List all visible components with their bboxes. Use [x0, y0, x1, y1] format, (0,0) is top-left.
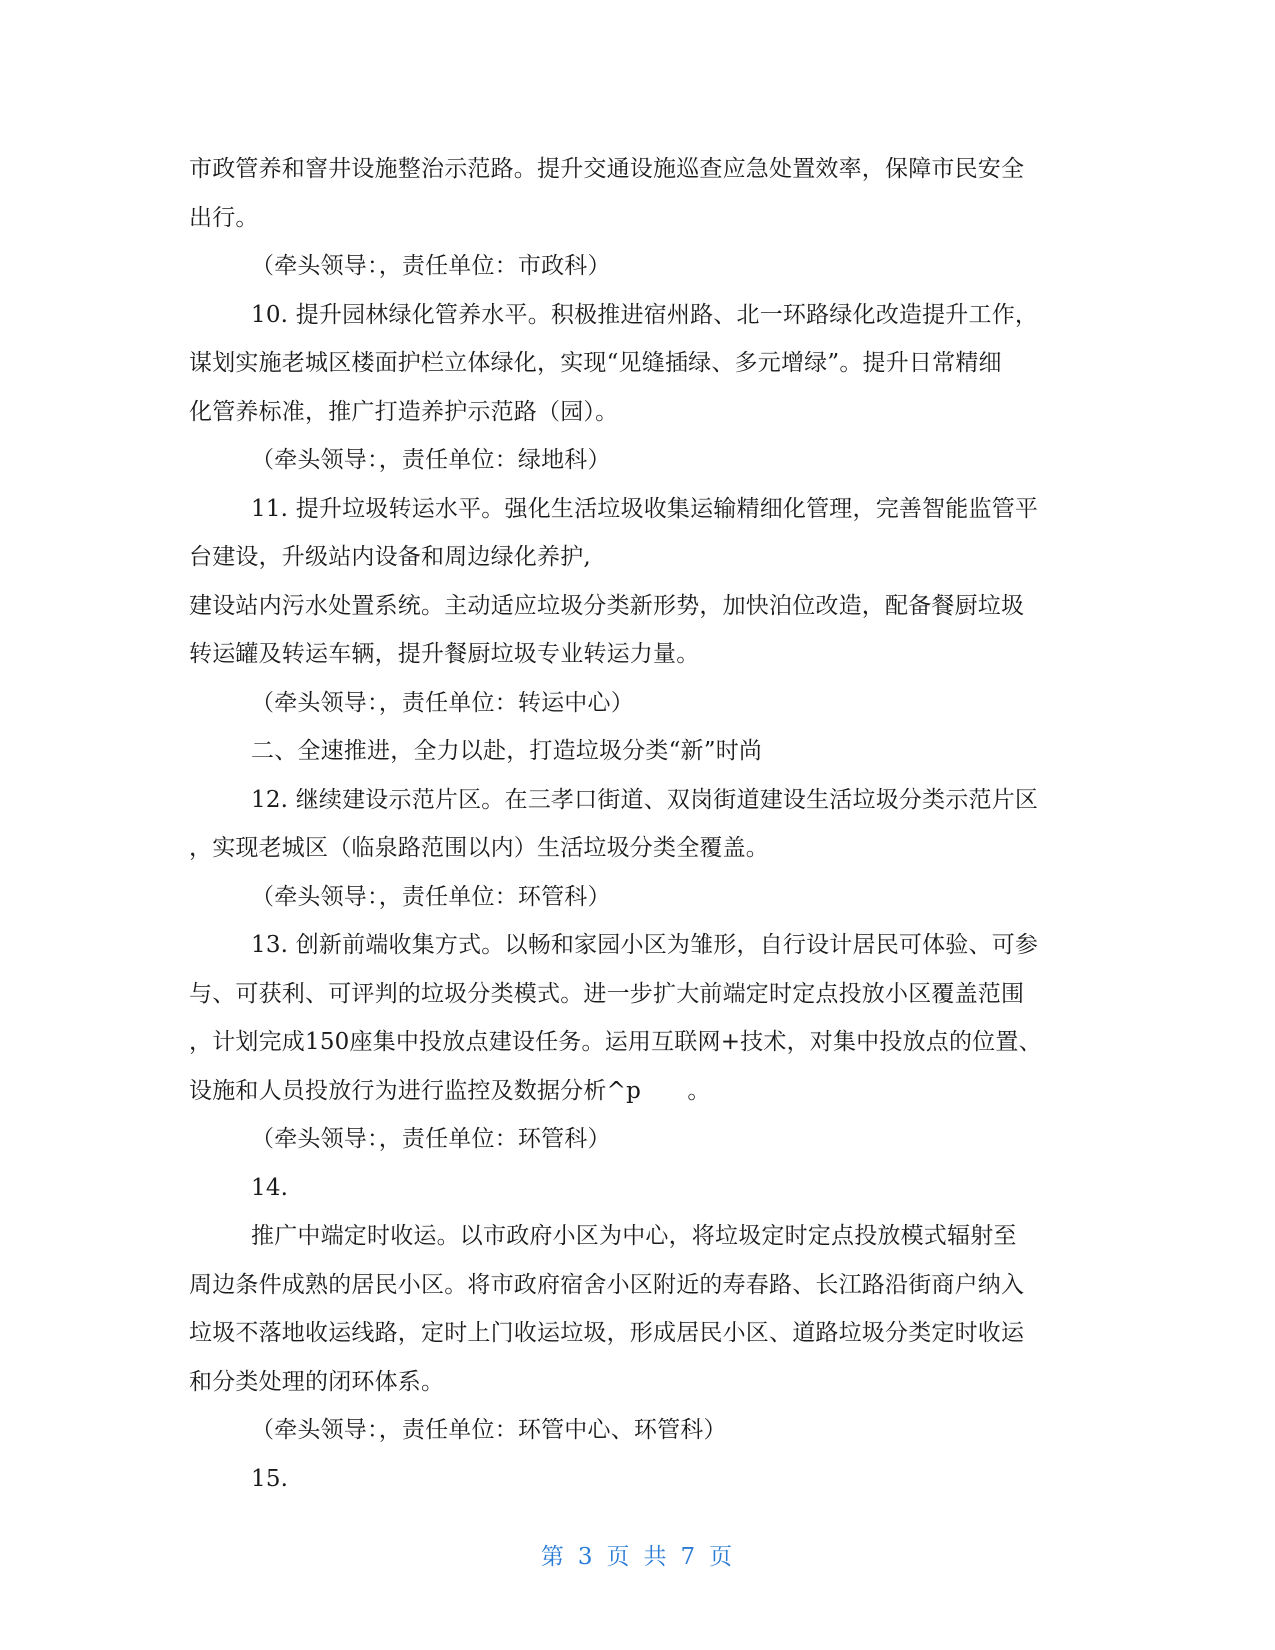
text-line: 和分类处理的闭环体系。	[189, 1368, 445, 1395]
text-line: 建设站内污水处置系统。主动适应垃圾分类新形势，加快泊位改造，配备餐厨垃圾	[189, 592, 1025, 619]
text-line: 转运罐及转运车辆，提升餐厨垃圾专业转运力量。	[189, 641, 700, 667]
text-line: 谋划实施老城区楼面护栏立体绿化，实现“见缝插绿、多元增绿”。提升日常精细	[189, 350, 1002, 376]
text-line: （牵头领导：，责任单位：绿地科）	[251, 447, 611, 473]
text-line: 13. 创新前端收集方式。以畅和家园小区为雏形，自行设计居民可体验、可参	[251, 932, 1039, 958]
text-line: 12. 继续建设示范片区。在三孝口街道、双岗街道建设生活垃圾分类示范片区	[251, 786, 1039, 813]
text-line: 与、可获利、可评判的垃圾分类模式。进一步扩大前端定时定点投放小区覆盖范围	[189, 980, 1025, 1007]
text-line: 市政管养和窨井设施整治示范路。提升交通设施巡查应急处置效率，保障市民安全	[189, 156, 1025, 182]
footer-current-page: 3	[577, 1544, 595, 1570]
footer-label-total: 共	[643, 1544, 669, 1570]
text-line: 台建设，升级站内设备和周边绿化养护,	[189, 544, 591, 570]
text-line: （牵头领导：，责任单位：环管中心、环管科）	[251, 1417, 727, 1443]
footer-label-total-unit: 页	[709, 1544, 735, 1570]
document-body	[189, 145, 1089, 1503]
footer-label-page: 第	[540, 1544, 566, 1570]
text-line: （牵头领导：，责任单位：环管科）	[251, 883, 611, 910]
footer-label-page-unit: 页	[606, 1544, 632, 1570]
text-line: 化管养标准，推广打造养护示范路（园）。	[189, 398, 619, 425]
page-footer	[0, 1538, 1275, 1571]
text-line: 垃圾不落地收运线路，定时上门收运垃圾，形成居民小区、道路垃圾分类定时收运	[189, 1320, 1025, 1346]
text-line: 周边条件成熟的居民小区。将市政府宿舍小区附近的寿春路、长江路沿街商户纳入	[189, 1271, 1025, 1298]
text-line: （牵头领导：，责任单位：市政科）	[251, 253, 611, 279]
text-line: 15.	[251, 1465, 289, 1492]
text-line: 11. 提升垃圾转运水平。强化生活垃圾收集运输精细化管理，完善智能监管平	[251, 495, 1039, 522]
text-line: ，计划完成150座集中投放点建设任务。运用互联网+技术，对集中投放点的位置、	[189, 1029, 1042, 1055]
text-line: ，实现老城区（临泉路范围以内）生活垃圾分类全覆盖。	[189, 835, 769, 861]
text-line: 推广中端定时收运。以市政府小区为中心，将垃圾定时定点投放模式辐射至	[251, 1223, 1017, 1249]
footer-total-pages: 7	[680, 1544, 698, 1570]
text-line: 二、全速推进，全力以赴，打造垃圾分类“新”时尚	[251, 738, 763, 764]
text-line: （牵头领导：，责任单位：转运中心）	[251, 689, 634, 716]
text-line: 14.	[251, 1174, 289, 1201]
text-line: 设施和人员投放行为进行监控及数据分析^p 。	[189, 1077, 711, 1104]
text-line: 出行。	[189, 204, 259, 231]
text-line: （牵头领导：，责任单位：环管科）	[251, 1126, 611, 1152]
text-line: 10. 提升园林绿化管养水平。积极推进宿州路、北一环路绿化改造提升工作，	[251, 301, 1039, 328]
